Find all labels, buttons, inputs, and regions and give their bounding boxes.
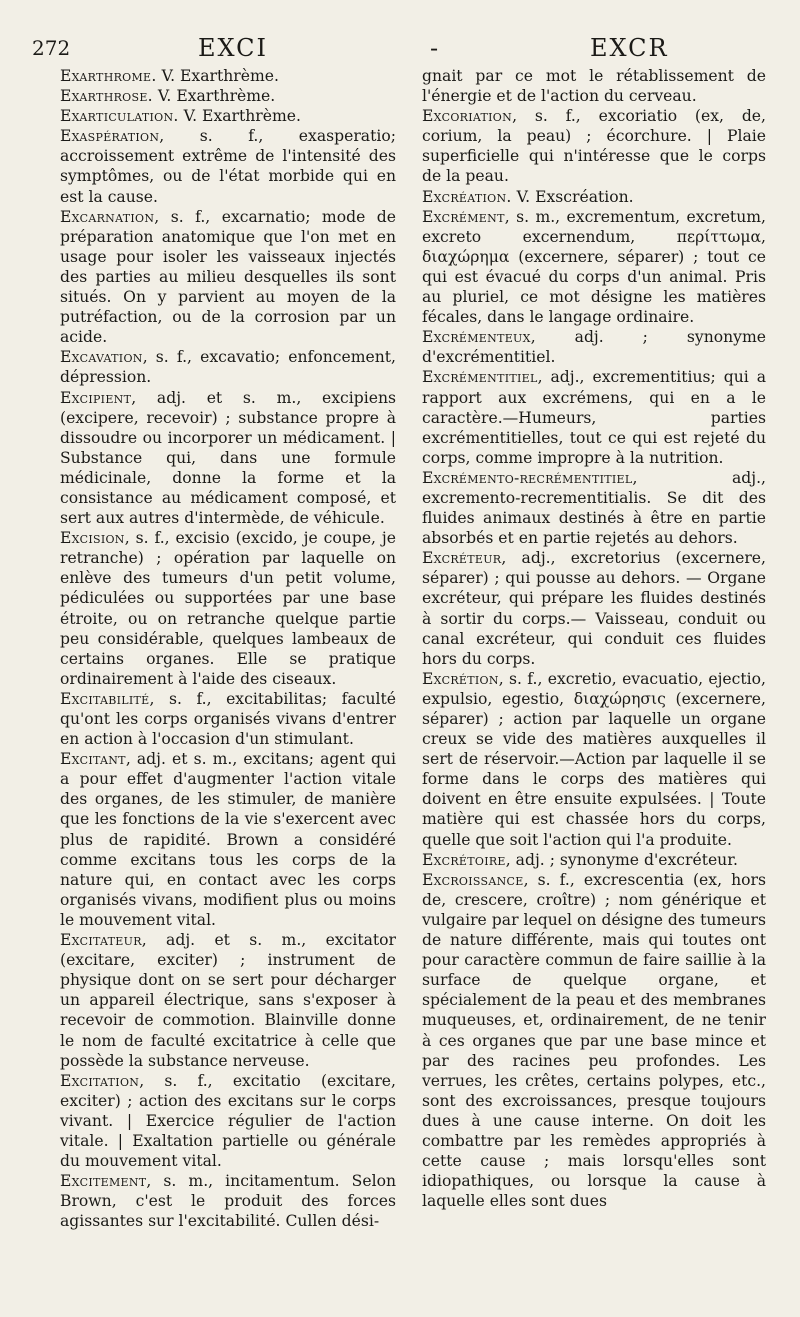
- dictionary-entry: [60, 126, 396, 206]
- entry-headword: Excipient: [60, 388, 132, 407]
- entry-headword: Excroissance: [422, 870, 524, 889]
- entry-headword: Excrémentitiel: [422, 368, 538, 387]
- entry-definition: V. Exscréation.: [511, 187, 634, 206]
- dictionary-entry: [60, 207, 396, 348]
- dictionary-entry: [60, 749, 396, 930]
- entry-definition: V. Exarthrème.: [156, 67, 279, 85]
- entry-definition: , s. f., exasperatio; accroissement extrême de l'intensité des symptômes, ou de l'état morbide qui en est la cause.: [60, 127, 396, 206]
- entry-definition: , adj., excrementitius; qui a rapport aux excrémens, qui en a le caractère.—Humeurs, parties excrémentitielles, tout ce qui est rejeté du corps, comme impropre à la nutrition.: [422, 368, 766, 467]
- dictionary-entry: [422, 870, 766, 1212]
- entry-definition: , adj. ; synonyme d'excrémentitiel.: [422, 328, 766, 367]
- entry-headword: Excitabilité: [60, 689, 150, 708]
- left-column: [60, 66, 396, 1231]
- entry-headword: Excarnation: [60, 207, 155, 226]
- entry-headword: Excoriation: [422, 107, 513, 126]
- page-header: [30, 30, 770, 70]
- entry-definition: , adj. et s. m., excipiens (excipere, recevoir) ; substance propre à dissoudre ou incorporer un médicament. | Substance qui, dans une formule médicinale, donne la forme et la consistance au médicament composé, et sert aux autres d'intermède, de véhicule.: [60, 388, 396, 528]
- dictionary-entry: [60, 1071, 396, 1171]
- entry-definition: , s. f., excretio, evacuatio, ejectio, expulsio, egestio, διαχώρησις (excernere, séparer) ; action par laquelle un organe creux se vide des matières auxquelles il sert de réservoir.—Action par laquelle il se forme dans le corps des matières qui doivent en être ensuite expulsées. | Toute matière qui est chassée hors du corps, quelle que soit l'action qui l'a produite.: [422, 669, 766, 849]
- entry-definition: , s. f., excavatio; enfoncement, dépression.: [60, 348, 396, 387]
- entry-headword: Excrément: [422, 207, 505, 226]
- entry-definition: , s. f., excisio (excido, je coupe, je retranche) ; opération par laquelle on enlève des tumeurs d'un petit volume, pédiculées ou supportées par une base étroite, ou on retranche quelque partie peu considérable, quelques lambeaux de certains organes. Elle se pratique ordinairement à l'aide des ciseaux.: [60, 529, 396, 688]
- entry-definition: , s. f., excarnatio; mode de préparation anatomique que l'on met en usage pour isoler les vaisseaux injectés des parties au milieu desquelles ils sont situés. On y parvient au moyen de la putréfaction, ou de la corrosion par un acide.: [60, 207, 396, 347]
- entry-definition: , adj., excremento-recrementitialis. Se dit des fluides animaux destinés à être en partie absorbés et en partie rejetés au dehors.: [422, 468, 766, 548]
- entry-definition: , adj. ; synonyme d'excréteur.: [505, 850, 738, 869]
- entry-definition: , s. f., excoriatio (ex, de, corium, la peau) ; écorchure. | Plaie superficielle qui n'intéresse que le corps de la peau.: [422, 107, 766, 186]
- dictionary-entry: [422, 468, 766, 548]
- entry-headword: Exarticulation.: [60, 107, 179, 126]
- entry-headword: Excréation.: [422, 187, 512, 206]
- entry-headword: Excavation: [60, 348, 143, 367]
- page-number: 272: [32, 36, 71, 60]
- entry-headword: Excrétion: [422, 669, 499, 688]
- entry-definition: , s. f., excitabilitas; faculté qu'ont les corps organisés vivans d'entrer en action à l'occasion d'un stimulant.: [60, 689, 396, 749]
- header-separator: -: [430, 34, 439, 62]
- entry-definition: , s. f., excitatio (excitare, exciter) ; action des excitans sur le corps vivant. | Exercice régulier de l'action vitale. | Exaltation partielle ou générale du mouvement vital.: [60, 1071, 396, 1171]
- dictionary-entry: [422, 367, 766, 467]
- entry-definition: V. Exarthrème.: [152, 87, 276, 106]
- dictionary-entry: [60, 388, 396, 529]
- entry-headword: Excrétoire: [422, 850, 506, 869]
- entry-headword: Excitateur: [60, 931, 142, 950]
- entry-headword: Excitant: [60, 750, 126, 769]
- entry-definition: , adj. et s. m., excitans; agent qui a pour effet d'augmenter l'action vitale des organes, de les stimuler, de manière que les fonctions de la vie s'exercent avec plus de rapidité. Brown a considéré comme excitans tous les corps de la nature qui, en contact avec les corps organisés vivans, modifient plus ou moins le mouvement vital.: [60, 750, 396, 929]
- entry-headword: Excitement: [60, 1172, 147, 1191]
- entry-definition: V. Exarthrème.: [178, 107, 301, 126]
- entry-headword: Exarthrose.: [60, 87, 153, 106]
- dictionary-entry: [422, 850, 766, 870]
- entry-definition: , adj. et s. m., excitator (excitare, exciter) ; instrument de physique dont on se sert pour décharger un appareil électrique, sans s'exposer à recevoir de commotion. Blainville donne le nom de faculté excitatrice à celle que possède la substance nerveuse.: [60, 931, 396, 1070]
- dictionary-entry: [60, 106, 396, 126]
- dictionary-entry: [60, 528, 396, 689]
- dictionary-entry: [60, 1171, 396, 1231]
- entry-headword: Excréteur: [422, 549, 502, 568]
- entry-definition: , s. f., excrescentia (ex, hors de, crescere, croître) ; nom générique et vulgaire par lequel on désigne des tumeurs de nature différente, mais qui toutes ont pour caractère commun de faire saillie à la surface de quelque organe, et spécialement de la peau et des membranes muqueuses, et, ordinairement, de ne tenir à ces organes que par une base mince et par des racines peu profondes. Les verrues, les crêtes, certains polypes, etc., sont des excroissances, presque toujours dues à une cause interne. On doit les combattre par les remèdes appropriés à cette cause ; mais lorsqu'elles sont idiopathiques, ou lorsque la cause à laquelle elles sont dues: [422, 870, 766, 1211]
- left-running-head: EXCI: [198, 34, 269, 62]
- entry-headword: Exarthrome.: [60, 67, 157, 85]
- entry-definition: gnait par ce mot le rétablissement de l'énergie et de l'action du cerveau.: [422, 67, 766, 106]
- right-column: [422, 66, 766, 1211]
- dictionary-entry: [60, 930, 396, 1071]
- entry-definition: , s. m., incitamentum. Selon Brown, c'est le produit des forces agissantes sur l'excitabilité. Cullen dési-: [60, 1172, 396, 1231]
- dictionary-entry: [422, 66, 766, 106]
- dictionary-entry: [60, 86, 396, 106]
- dictionary-entry: [422, 187, 766, 207]
- entry-headword: Excrémento-recrémentitiel: [422, 468, 633, 487]
- entry-definition: , adj., excretorius (excernere, séparer) ; qui pousse au dehors. — Organe excréteur, qui prépare les fluides destinés à sortir du corps.— Vaisseau, conduit ou canal excréteur, qui conduit ces fluides hors du corps.: [422, 549, 766, 668]
- entry-headword: Exaspération: [60, 127, 160, 146]
- dictionary-entry: [422, 548, 766, 669]
- right-running-head: EXCR: [590, 34, 669, 62]
- dictionary-entry: [60, 347, 396, 387]
- dictionary-entry: [422, 207, 766, 328]
- entry-headword: Excrémenteux: [422, 328, 531, 347]
- dictionary-entry: [422, 669, 766, 850]
- dictionary-entry: [422, 327, 766, 367]
- entry-headword: Excitation: [60, 1071, 140, 1090]
- entry-headword: Excision: [60, 529, 125, 548]
- dictionary-entry: [60, 689, 396, 749]
- dictionary-entry: [60, 66, 396, 86]
- dictionary-entry: [422, 106, 766, 186]
- entry-definition: , s. m., excrementum, excretum, excreto excernendum, περίττωμα, διαχώρημα (excernere, séparer) ; tout ce qui est évacué du corps d'un animal. Pris au pluriel, ce mot désigne les matières fécales, dans le langage ordinaire.: [422, 207, 766, 327]
